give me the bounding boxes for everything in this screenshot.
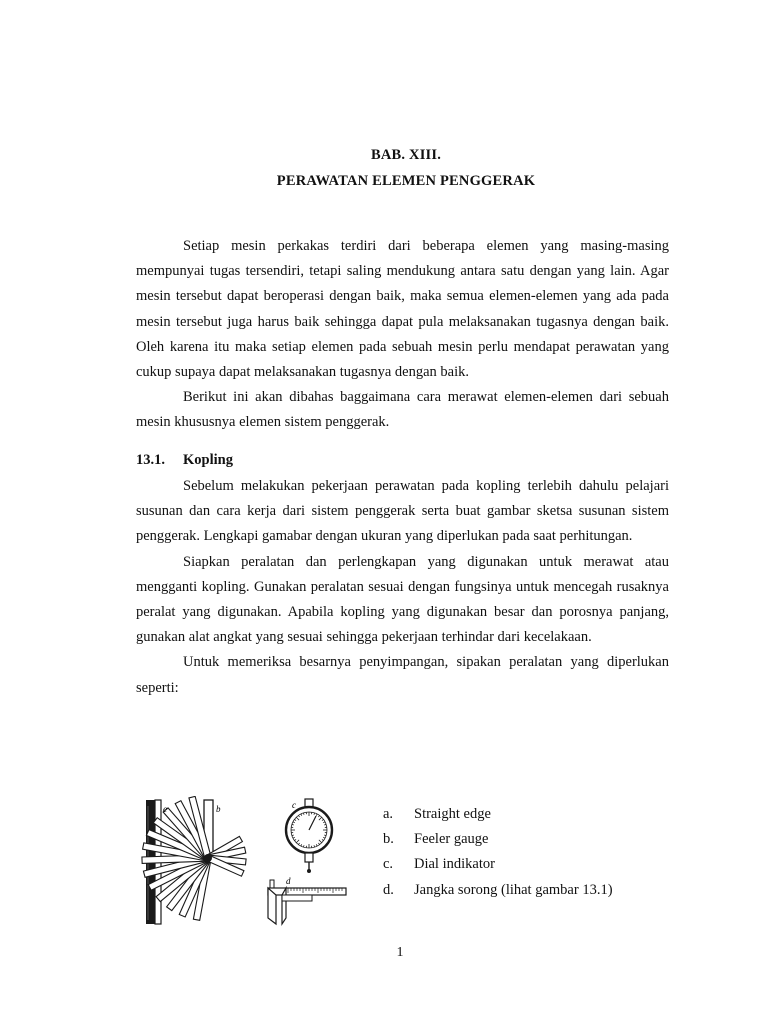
list-item-letter: d. [383,881,394,898]
page-number: 1 [396,945,404,960]
intro-section [136,234,669,436]
list-item-letter: a. [383,806,394,822]
figure-label: d [286,876,291,886]
section-paragraph: Untuk memeriksa besarnya penyimpangan, sipakan peralatan yang diperlukan seperti: [136,654,669,696]
dial-indicator-drawing [286,799,332,873]
list-item-label: Straight edge [414,806,491,822]
section-paragraph: Siapkan peralatan dan perlengkapan yang digunakan untuk merawat atau mengganti kopling. Gunakan peralatan sesuai dengan fungsinya untuk mencegah rusaknya peralat yang digunakan. Apabila kopling yang digunakan besar dan porosnya panjang, gunakan alat angkat yang sesuai sehingga pekerjaan terhindar dari kecelakaan. [136,553,669,646]
list-item-letter: c. [383,856,394,873]
section-paragraph: Sebelum melakukan pekerjaan perawatan pada kopling terlebih dahulu pelajari susunan dan cara kerja dari sistem penggerak serta buat gambar sketsa susunan sistem penggerak. Lengkapi gamabar dengan ukuran yang diperlukan pada saat perhitungan. [136,478,669,545]
figure-label: b [216,804,221,814]
intro-paragraph: Setiap mesin perkakas terdiri dari beberapa elemen yang masing-masing mempunyai tugas tersendiri, tetapi saling mendukung antara satu dengan yang lain. Agar mesin tersebut dapat beroperasi dengan baik, maka semua elemen-elemen yang ada pada mesin tersebut juga harus baik sehingga dapat pula melaksanakan tugasnya dengan baik. Oleh karena itu maka setiap elemen pada sebuah mesin perlu mendapat perawatan yang cukup supaya dapat melaksanakan tugasnya dengan baik. [136,238,669,381]
measuring-tools-illustration [136,796,348,928]
chapter-title: PERAWATAN ELEMEN PENGGERAK [276,173,536,189]
figure-label: e [163,804,167,814]
list-item-label: Jangka sorong (lihat gambar 13.1) [414,881,613,898]
intro-paragraph: Berikut ini akan dibahas baggaimana cara merawat elemen-elemen dari sebuah mesin khususnya elemen sistem penggerak. [136,389,669,431]
section-number: 13.1. [136,452,165,468]
list-item-letter: b. [383,831,394,848]
figure-label: c [292,800,296,810]
kopling-section [136,474,669,701]
vernier-caliper-drawing [268,880,346,924]
chapter-number: BAB. XIII. [370,147,442,163]
measuring-tools-figure [136,796,348,928]
list-item-label: Feeler gauge [414,831,489,848]
list-item-label: Dial indikator [414,856,495,873]
section-title: Kopling [183,452,233,468]
